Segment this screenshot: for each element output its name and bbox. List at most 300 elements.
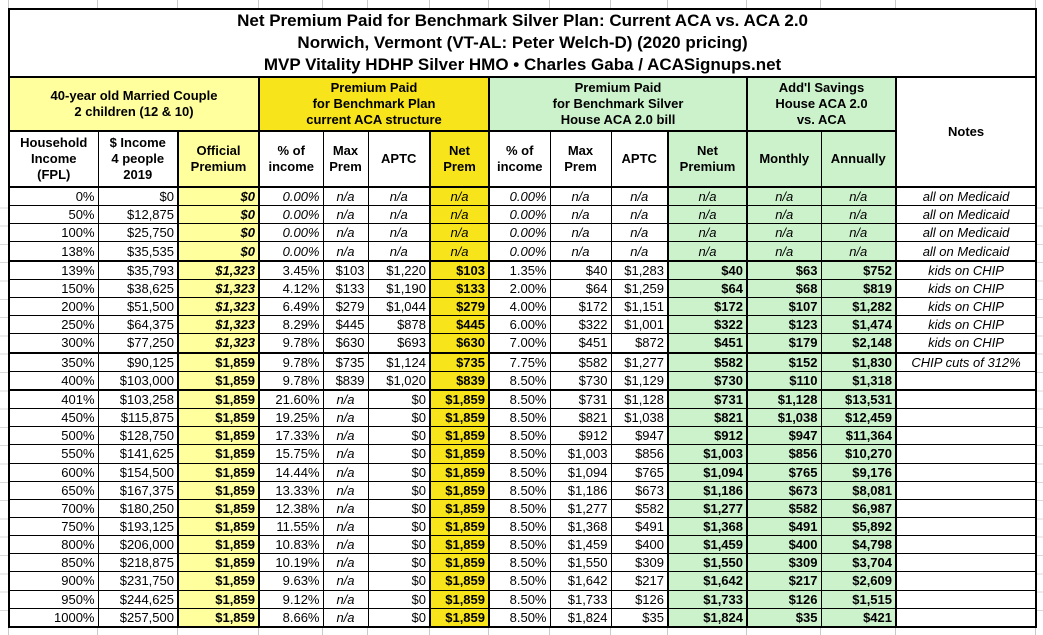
table-cell-aca2-max-prem: $1,733 — [550, 590, 611, 608]
table-cell-official-premium: $1,859 — [178, 409, 259, 427]
group-header-aca-current — [259, 77, 489, 131]
group-header-line: House ACA 2.0 — [775, 96, 868, 111]
table-cell-aca-aptc: $0 — [368, 608, 430, 627]
col-header-line: APTC — [381, 151, 417, 166]
table-cell-aca-pct-of-income: 14.44% — [259, 463, 323, 481]
table-cell-income-4-people-2019: $128,750 — [98, 427, 178, 445]
table-cell-aca2-net-premium: $821 — [668, 409, 747, 427]
table-cell-aca-net-prem: $133 — [430, 279, 489, 297]
table-cell-savings-annually: $1,830 — [821, 353, 896, 372]
table-cell-aca2-pct-of-income: 8.50% — [489, 499, 550, 517]
table-cell-aca2-aptc: $400 — [611, 536, 668, 554]
table-cell-aca-pct-of-income: 0.00% — [259, 206, 323, 224]
table-cell-aca-net-prem: $1,859 — [430, 463, 489, 481]
table-cell-aca-pct-of-income: 13.33% — [259, 481, 323, 499]
table-row — [9, 298, 1036, 316]
table-cell-official-premium: $1,323 — [178, 261, 259, 280]
table-cell-notes — [896, 463, 1036, 481]
table-cell-notes: kids on CHIP — [896, 279, 1036, 297]
table-cell-aca2-pct-of-income: 8.50% — [489, 445, 550, 463]
table-cell-savings-monthly: $126 — [747, 590, 821, 608]
table-cell-aca-max-prem: n/a — [323, 445, 368, 463]
gridline — [258, 628, 259, 635]
table-cell-household-income-fpl: 50% — [9, 206, 98, 224]
table-cell-income-4-people-2019: $167,375 — [98, 481, 178, 499]
table-cell-aca-max-prem: n/a — [323, 499, 368, 517]
table-row — [9, 481, 1036, 499]
col-header-line: Official — [196, 143, 241, 158]
title-line-2: Norwich, Vermont (VT-AL: Peter Welch-D) (2020 pricing) — [297, 33, 748, 52]
table-cell-notes — [896, 427, 1036, 445]
table-cell-savings-monthly: $582 — [747, 499, 821, 517]
table-cell-aca2-max-prem: $1,186 — [550, 481, 611, 499]
table-cell-savings-monthly: $217 — [747, 572, 821, 590]
table-cell-aca2-aptc: n/a — [611, 187, 668, 206]
table-cell-aca2-net-premium: $731 — [668, 390, 747, 409]
table-cell-official-premium: $1,323 — [178, 279, 259, 297]
table-cell-aca-net-prem: $103 — [430, 261, 489, 280]
table-cell-aca-max-prem: n/a — [323, 481, 368, 499]
table-cell-official-premium: $1,859 — [178, 481, 259, 499]
table-cell-aca-aptc: $0 — [368, 463, 430, 481]
table-cell-aca-max-prem: $279 — [323, 298, 368, 316]
table-cell-aca-pct-of-income: 3.45% — [259, 261, 323, 280]
table-cell-official-premium: $0 — [178, 224, 259, 242]
gridline — [97, 628, 98, 635]
table-row — [9, 517, 1036, 535]
col-header-savings-monthly — [747, 131, 821, 187]
table-cell-savings-annually: n/a — [821, 187, 896, 206]
table-cell-income-4-people-2019: $257,500 — [98, 608, 178, 627]
table-cell-aca-max-prem: n/a — [323, 242, 368, 261]
table-cell-aca2-aptc: $872 — [611, 334, 668, 353]
table-cell-savings-monthly: n/a — [747, 242, 821, 261]
table-cell-aca2-pct-of-income: 8.50% — [489, 390, 550, 409]
table-cell-aca2-aptc: $582 — [611, 499, 668, 517]
table-cell-notes — [896, 481, 1036, 499]
table-cell-aca2-net-premium: $912 — [668, 427, 747, 445]
table-cell-aca2-max-prem: $1,094 — [550, 463, 611, 481]
table-cell-aca2-net-premium: $1,733 — [668, 590, 747, 608]
table-row — [9, 371, 1036, 390]
table-row — [9, 554, 1036, 572]
table-cell-income-4-people-2019: $12,875 — [98, 206, 178, 224]
table-cell-aca-aptc: $0 — [368, 590, 430, 608]
table-cell-aca2-max-prem: $821 — [550, 409, 611, 427]
col-header-aca2-aptc — [611, 131, 668, 187]
table-cell-savings-annually: $6,987 — [821, 499, 896, 517]
premium-comparison-table — [8, 8, 1037, 628]
table-cell-aca-net-prem: $1,859 — [430, 554, 489, 572]
table-cell-aca2-net-premium: $1,459 — [668, 536, 747, 554]
table-cell-aca2-pct-of-income: 8.50% — [489, 590, 550, 608]
table-cell-savings-annually: $9,176 — [821, 463, 896, 481]
table-cell-savings-annually: $819 — [821, 279, 896, 297]
group-header-notes — [896, 77, 1036, 187]
table-cell-aca2-max-prem: $451 — [550, 334, 611, 353]
table-cell-aca2-aptc: $1,283 — [611, 261, 668, 280]
table-row — [9, 224, 1036, 242]
col-header-line: Max — [567, 143, 594, 158]
table-cell-aca-max-prem: $445 — [323, 316, 368, 334]
gridline — [258, 0, 259, 8]
table-cell-household-income-fpl: 250% — [9, 316, 98, 334]
table-cell-aca-pct-of-income: 6.49% — [259, 298, 323, 316]
table-cell-official-premium: $1,859 — [178, 572, 259, 590]
table-cell-notes — [896, 499, 1036, 517]
col-header-line: 4 people — [111, 151, 165, 166]
table-cell-aca-net-prem: $1,859 — [430, 590, 489, 608]
table-cell-income-4-people-2019: $51,500 — [98, 298, 178, 316]
table-cell-notes — [896, 554, 1036, 572]
table-cell-aca2-net-premium: $1,824 — [668, 608, 747, 627]
table-cell-official-premium: $0 — [178, 187, 259, 206]
gridline — [367, 628, 368, 635]
col-header-line: income — [268, 159, 314, 174]
table-cell-income-4-people-2019: $193,125 — [98, 517, 178, 535]
table-row — [9, 499, 1036, 517]
table-cell-income-4-people-2019: $244,625 — [98, 590, 178, 608]
table-cell-aca-aptc: $1,124 — [368, 353, 430, 372]
table-cell-aca2-max-prem: $40 — [550, 261, 611, 280]
table-cell-notes: CHIP cuts of 312% — [896, 353, 1036, 372]
column-header-row — [9, 131, 1036, 187]
col-header-aca2-pct-of-income — [489, 131, 550, 187]
table-cell-official-premium: $1,859 — [178, 427, 259, 445]
table-cell-official-premium: $1,859 — [178, 390, 259, 409]
table-cell-household-income-fpl: 600% — [9, 463, 98, 481]
table-cell-savings-monthly: $856 — [747, 445, 821, 463]
table-cell-income-4-people-2019: $206,000 — [98, 536, 178, 554]
table-cell-savings-annually: $421 — [821, 608, 896, 627]
table-cell-aca2-pct-of-income: 8.50% — [489, 481, 550, 499]
col-header-aca-pct-of-income — [259, 131, 323, 187]
table-cell-aca2-pct-of-income: 8.50% — [489, 427, 550, 445]
table-cell-income-4-people-2019: $90,125 — [98, 353, 178, 372]
gridline — [895, 0, 896, 8]
gridline — [1035, 0, 1036, 8]
table-cell-aca-pct-of-income: 17.33% — [259, 427, 323, 445]
table-cell-official-premium: $0 — [178, 242, 259, 261]
table-cell-official-premium: $1,859 — [178, 590, 259, 608]
table-cell-savings-annually: $1,282 — [821, 298, 896, 316]
gridline — [667, 628, 668, 635]
table-cell-aca-pct-of-income: 21.60% — [259, 390, 323, 409]
group-header-line: Notes — [947, 124, 985, 139]
table-cell-savings-annually: $752 — [821, 261, 896, 280]
table-cell-aca-pct-of-income: 9.78% — [259, 353, 323, 372]
table-cell-aca-max-prem: n/a — [323, 517, 368, 535]
table-cell-savings-monthly: $947 — [747, 427, 821, 445]
gridline — [97, 0, 98, 8]
table-cell-aca2-net-premium: n/a — [668, 242, 747, 261]
table-cell-aca2-pct-of-income: 8.50% — [489, 608, 550, 627]
gridline — [429, 0, 430, 8]
table-cell-aca2-aptc: $126 — [611, 590, 668, 608]
table-cell-savings-annually: $2,609 — [821, 572, 896, 590]
table-cell-notes: kids on CHIP — [896, 261, 1036, 280]
table-cell-aca2-aptc: $1,259 — [611, 279, 668, 297]
title-row — [9, 9, 1036, 77]
table-cell-aca2-max-prem: n/a — [550, 187, 611, 206]
table-cell-savings-monthly: $1,128 — [747, 390, 821, 409]
table-cell-notes: all on Medicaid — [896, 242, 1036, 261]
table-cell-aca-net-prem: $839 — [430, 371, 489, 390]
title-line-3: MVP Vitality HDHP Silver HMO • Charles Gaba / ACASignups.net — [263, 55, 782, 74]
table-cell-aca-max-prem: n/a — [323, 224, 368, 242]
table-cell-savings-monthly: $35 — [747, 608, 821, 627]
table-cell-savings-monthly: n/a — [747, 224, 821, 242]
table-cell-household-income-fpl: 750% — [9, 517, 98, 535]
table-cell-aca-net-prem: n/a — [430, 206, 489, 224]
table-cell-income-4-people-2019: $218,875 — [98, 554, 178, 572]
table-cell-aca2-max-prem: $64 — [550, 279, 611, 297]
table-cell-aca2-max-prem: n/a — [550, 206, 611, 224]
table-cell-notes: kids on CHIP — [896, 334, 1036, 353]
table-cell-aca2-aptc: $1,128 — [611, 390, 668, 409]
table-cell-aca2-max-prem: $730 — [550, 371, 611, 390]
table-cell-income-4-people-2019: $38,625 — [98, 279, 178, 297]
table-cell-aca-net-prem: $1,859 — [430, 536, 489, 554]
table-cell-savings-monthly: $68 — [747, 279, 821, 297]
table-cell-household-income-fpl: 0% — [9, 187, 98, 206]
table-cell-income-4-people-2019: $77,250 — [98, 334, 178, 353]
table-cell-aca-aptc: $1,020 — [368, 371, 430, 390]
table-cell-income-4-people-2019: $0 — [98, 187, 178, 206]
group-header-line: House ACA 2.0 bill — [560, 112, 676, 127]
group-header-row — [9, 77, 1036, 131]
table-cell-income-4-people-2019: $115,875 — [98, 409, 178, 427]
table-cell-aca2-aptc: $1,129 — [611, 371, 668, 390]
table-cell-aca2-aptc: $1,001 — [611, 316, 668, 334]
table-cell-notes — [896, 409, 1036, 427]
table-cell-aca-net-prem: n/a — [430, 224, 489, 242]
table-cell-notes: kids on CHIP — [896, 298, 1036, 316]
gridline — [549, 0, 550, 8]
table-cell-income-4-people-2019: $231,750 — [98, 572, 178, 590]
col-header-line: Household — [20, 135, 88, 150]
gridline — [820, 0, 821, 8]
table-cell-savings-monthly: $765 — [747, 463, 821, 481]
table-cell-savings-annually: $8,081 — [821, 481, 896, 499]
table-cell-aca-max-prem: $103 — [323, 261, 368, 280]
table-cell-aca2-aptc: $947 — [611, 427, 668, 445]
table-cell-aca-aptc: $0 — [368, 572, 430, 590]
table-cell-savings-annually: $5,892 — [821, 517, 896, 535]
col-header-line: (FPL) — [37, 167, 71, 182]
table-cell-aca-aptc: $878 — [368, 316, 430, 334]
gridline — [488, 0, 489, 8]
table-cell-aca-net-prem: $630 — [430, 334, 489, 353]
table-cell-aca2-pct-of-income: 8.50% — [489, 517, 550, 535]
table-cell-aca-max-prem: n/a — [323, 187, 368, 206]
table-cell-aca2-max-prem: $912 — [550, 427, 611, 445]
col-header-income-4-people-2019 — [98, 131, 178, 187]
group-header-addl-savings — [747, 77, 896, 131]
table-cell-household-income-fpl: 450% — [9, 409, 98, 427]
table-cell-aca2-pct-of-income: 7.00% — [489, 334, 550, 353]
table-cell-aca2-pct-of-income: 8.50% — [489, 572, 550, 590]
table-cell-notes — [896, 390, 1036, 409]
col-header-line: income — [496, 159, 543, 174]
group-header-household — [9, 77, 259, 131]
table-cell-aca2-max-prem: $1,459 — [550, 536, 611, 554]
table-cell-savings-monthly: $123 — [747, 316, 821, 334]
table-cell-notes: kids on CHIP — [896, 316, 1036, 334]
table-cell-official-premium: $1,859 — [178, 353, 259, 372]
table-cell-aca-max-prem: n/a — [323, 409, 368, 427]
gridline — [488, 628, 489, 635]
table-cell-household-income-fpl: 400% — [9, 371, 98, 390]
table-cell-aca2-net-premium: $172 — [668, 298, 747, 316]
col-header-official-premium — [178, 131, 259, 187]
table-cell-savings-annually: $2,148 — [821, 334, 896, 353]
table-cell-aca-max-prem: n/a — [323, 608, 368, 627]
table-cell-aca-aptc: $693 — [368, 334, 430, 353]
gridline — [322, 0, 323, 8]
gridline — [895, 628, 896, 635]
table-cell-savings-annually: $1,318 — [821, 371, 896, 390]
table-cell-aca-aptc: $0 — [368, 427, 430, 445]
table-cell-aca-net-prem: $1,859 — [430, 445, 489, 463]
gridline — [429, 628, 430, 635]
table-cell-aca-max-prem: $735 — [323, 353, 368, 372]
gridline — [746, 0, 747, 8]
table-cell-aca-pct-of-income: 0.00% — [259, 224, 323, 242]
table-cell-aca2-net-premium: $1,277 — [668, 499, 747, 517]
table-cell-notes: all on Medicaid — [896, 224, 1036, 242]
table-cell-aca-aptc: $1,190 — [368, 279, 430, 297]
table-cell-aca2-pct-of-income: 8.50% — [489, 371, 550, 390]
table-cell-savings-annually: $13,531 — [821, 390, 896, 409]
table-cell-official-premium: $1,323 — [178, 298, 259, 316]
table-cell-income-4-people-2019: $25,750 — [98, 224, 178, 242]
col-header-line: Net — [697, 143, 718, 158]
col-header-line: Net — [449, 143, 470, 158]
table-cell-aca2-pct-of-income: 8.50% — [489, 409, 550, 427]
col-header-line: Annually — [830, 151, 886, 166]
col-header-line: Prem — [564, 159, 597, 174]
table-cell-aca-net-prem: $279 — [430, 298, 489, 316]
table-cell-household-income-fpl: 700% — [9, 499, 98, 517]
table-cell-aca2-aptc: $856 — [611, 445, 668, 463]
table-cell-household-income-fpl: 150% — [9, 279, 98, 297]
table-cell-notes: all on Medicaid — [896, 187, 1036, 206]
col-header-aca-max-prem — [323, 131, 368, 187]
table-cell-aca-max-prem: n/a — [323, 536, 368, 554]
table-cell-savings-annually: n/a — [821, 206, 896, 224]
col-header-aca2-net-premium — [668, 131, 747, 187]
table-cell-official-premium: $1,859 — [178, 536, 259, 554]
table-cell-household-income-fpl: 138% — [9, 242, 98, 261]
table-row — [9, 334, 1036, 353]
table-cell-aca-max-prem: n/a — [323, 390, 368, 409]
table-cell-aca-pct-of-income: 9.12% — [259, 590, 323, 608]
table-cell-aca-pct-of-income: 0.00% — [259, 242, 323, 261]
table-cell-aca-net-prem: $735 — [430, 353, 489, 372]
table-cell-aca2-aptc: $309 — [611, 554, 668, 572]
gridline — [1035, 628, 1036, 635]
table-cell-aca2-max-prem: $322 — [550, 316, 611, 334]
table-cell-aca-max-prem: $133 — [323, 279, 368, 297]
table-cell-household-income-fpl: 850% — [9, 554, 98, 572]
col-header-savings-annually — [821, 131, 896, 187]
gridline — [549, 628, 550, 635]
col-header-line: % of — [506, 143, 534, 158]
table-cell-aca-max-prem: $839 — [323, 371, 368, 390]
table-cell-aca-pct-of-income: 12.38% — [259, 499, 323, 517]
group-header-line: vs. ACA — [796, 112, 847, 127]
table-cell-savings-monthly: $179 — [747, 334, 821, 353]
table-cell-aca2-max-prem: n/a — [550, 224, 611, 242]
table-cell-aca-aptc: $0 — [368, 390, 430, 409]
table-cell-household-income-fpl: 200% — [9, 298, 98, 316]
table-row — [9, 316, 1036, 334]
table-cell-aca2-aptc: $1,151 — [611, 298, 668, 316]
table-cell-household-income-fpl: 950% — [9, 590, 98, 608]
table-cell-household-income-fpl: 300% — [9, 334, 98, 353]
table-cell-aca2-pct-of-income: 8.50% — [489, 463, 550, 481]
table-cell-aca2-net-premium: $1,186 — [668, 481, 747, 499]
col-header-line: Premium — [190, 159, 247, 174]
table-cell-aca-pct-of-income: 8.66% — [259, 608, 323, 627]
table-cell-savings-monthly: $491 — [747, 517, 821, 535]
table-cell-aca2-pct-of-income: 0.00% — [489, 187, 550, 206]
table-cell-aca2-net-premium: $1,094 — [668, 463, 747, 481]
table-cell-aca2-net-premium: $1,642 — [668, 572, 747, 590]
table-cell-savings-monthly: $63 — [747, 261, 821, 280]
gridline — [8, 0, 9, 8]
row-gridline-stub-left — [0, 190, 8, 628]
table-cell-savings-monthly: $152 — [747, 353, 821, 372]
table-cell-aca-net-prem: $1,859 — [430, 572, 489, 590]
group-header-aca-2-0 — [489, 77, 747, 131]
table-cell-aca-max-prem: n/a — [323, 554, 368, 572]
table-cell-savings-monthly: n/a — [747, 206, 821, 224]
table-cell-aca-max-prem: n/a — [323, 463, 368, 481]
table-cell-aca2-max-prem: n/a — [550, 242, 611, 261]
table-cell-savings-annually: $4,798 — [821, 536, 896, 554]
group-header-line: 40-year old Married Couple — [50, 88, 218, 103]
table-cell-household-income-fpl: 550% — [9, 445, 98, 463]
gridline — [177, 628, 178, 635]
table-cell-aca-pct-of-income: 15.75% — [259, 445, 323, 463]
table-cell-aca-pct-of-income: 10.19% — [259, 554, 323, 572]
table-cell-aca2-net-premium: $40 — [668, 261, 747, 280]
table-cell-aca-aptc: $0 — [368, 517, 430, 535]
table-cell-aca-pct-of-income: 9.78% — [259, 371, 323, 390]
col-header-line: Premium — [679, 159, 736, 174]
table-cell-income-4-people-2019: $103,258 — [98, 390, 178, 409]
col-header-aca-aptc — [368, 131, 430, 187]
gridline — [367, 0, 368, 8]
table-cell-aca2-aptc: $1,038 — [611, 409, 668, 427]
table-cell-official-premium: $0 — [178, 206, 259, 224]
table-cell-aca2-pct-of-income: 7.75% — [489, 353, 550, 372]
table-cell-notes — [896, 608, 1036, 627]
table-row — [9, 608, 1036, 627]
table-row — [9, 187, 1036, 206]
table-cell-household-income-fpl: 800% — [9, 536, 98, 554]
table-row — [9, 572, 1036, 590]
table-cell-official-premium: $1,859 — [178, 554, 259, 572]
table-cell-aca-pct-of-income: 10.83% — [259, 536, 323, 554]
table-cell-savings-annually: $3,704 — [821, 554, 896, 572]
table-cell-official-premium: $1,323 — [178, 316, 259, 334]
gridline — [8, 628, 9, 635]
table-cell-aca2-net-premium: $582 — [668, 353, 747, 372]
table-cell-aca2-max-prem: $1,277 — [550, 499, 611, 517]
